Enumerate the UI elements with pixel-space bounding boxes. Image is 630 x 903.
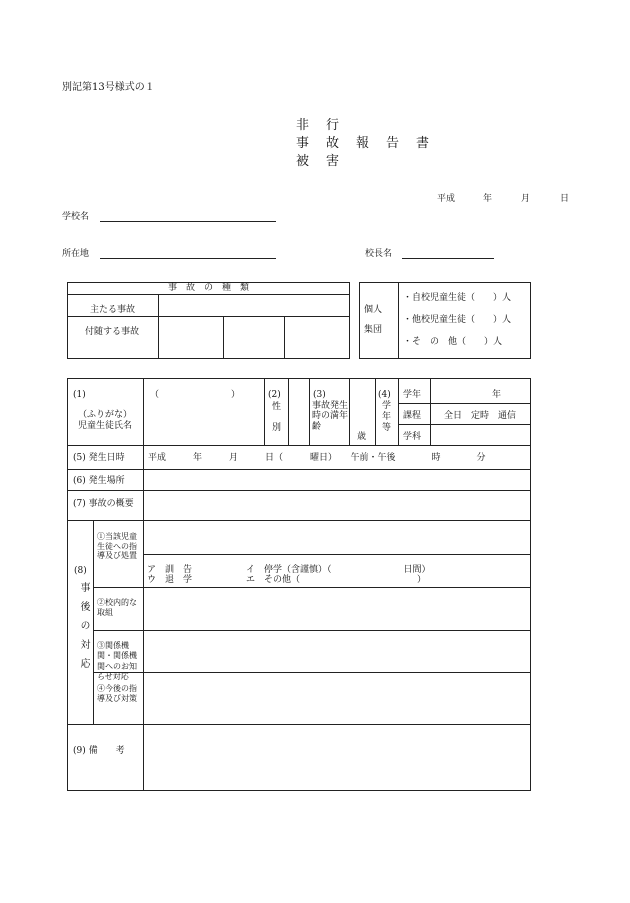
main-accident-field[interactable] xyxy=(159,295,348,316)
address-label: 所在地 xyxy=(62,249,90,259)
age-label: 事故発生時の満年齢 xyxy=(312,401,349,432)
group-label: 集団 xyxy=(364,325,383,335)
summary-field[interactable] xyxy=(145,492,529,519)
student-name-field[interactable] xyxy=(145,402,263,444)
school-name-label: 学校名 xyxy=(62,212,90,222)
response-item2-field[interactable] xyxy=(145,589,529,629)
title-main: 事 故 報 告 書 xyxy=(296,136,432,151)
date-era: 平成 xyxy=(437,194,456,204)
date-day: 日 xyxy=(560,194,570,204)
age-unit: 歳 xyxy=(357,432,367,442)
date-month: 月 xyxy=(521,194,531,204)
gender-num: (2) xyxy=(268,390,281,400)
response-options-line2: ウ 退 学 エ その他（ ） xyxy=(147,575,427,585)
response-item1-field[interactable] xyxy=(145,522,529,553)
name-paren: （ ） xyxy=(150,390,241,400)
main-accident-label: 主たる事故 xyxy=(90,305,136,315)
response-options-line1: ア 訓 告 イ 停学（含謹慎）（ 日間） xyxy=(147,565,431,575)
student-num: (1) xyxy=(73,390,86,400)
gender-label-a: 性 xyxy=(272,402,282,412)
furigana-label: （ふりがな） xyxy=(78,410,133,420)
individual-label: 個人 xyxy=(364,305,383,315)
datetime-label: (5) 発生日時 xyxy=(73,453,125,463)
gender-label-b: 別 xyxy=(272,423,282,433)
own-students: ・自校児童生徒（ ）人 xyxy=(403,293,512,303)
title-bottom: 被 害 xyxy=(296,154,342,169)
remarks-label: (9) 備 考 xyxy=(73,746,125,756)
incidental-accident-label: 付随する事故 xyxy=(85,327,140,337)
response-item2-label: ②校内的な取組 xyxy=(97,598,137,618)
place-label: (6) 発生場所 xyxy=(73,476,125,486)
response-item4-field[interactable] xyxy=(145,674,529,723)
place-field[interactable] xyxy=(145,471,529,489)
others: ・そ の 他（ ）人 xyxy=(403,337,503,347)
grade-label: 学年等 xyxy=(382,401,392,433)
school-name-field[interactable] xyxy=(100,221,276,222)
dept-row-label: 学科 xyxy=(403,432,422,442)
response-item3-field[interactable] xyxy=(145,632,529,671)
course-row-label: 課程 xyxy=(403,411,422,421)
principal-field[interactable] xyxy=(402,258,494,259)
datetime-value: 平成 年 月 日（ 曜日） 午前・午後 時 分 xyxy=(148,453,486,463)
student-name-label: 児童生徒氏名 xyxy=(78,421,133,431)
other-students: ・他校児童生徒（ ）人 xyxy=(403,315,512,325)
age-num: (3) xyxy=(313,390,326,400)
response-num: (8) xyxy=(74,566,87,576)
accident-type-heading: 事 故 の 種 類 xyxy=(167,283,249,293)
principal-label: 校長名 xyxy=(365,249,393,259)
grade-num: (4) xyxy=(378,390,391,400)
address-field[interactable] xyxy=(100,258,276,259)
remarks-field[interactable] xyxy=(145,726,529,789)
response-vertical-label: 事後の対応 xyxy=(78,582,89,677)
response-item1-label: ①当該児童生徒への指導及び処置 xyxy=(97,532,137,561)
response-item3-label: ③関係機関・関係機関へのお知らせ対応 xyxy=(97,641,137,682)
grade-unit: 年 xyxy=(492,390,502,400)
course-options: 全日 定時 通信 xyxy=(444,411,517,421)
grade-row-label: 学年 xyxy=(403,390,422,400)
form-id: 別記第13号様式の１ xyxy=(62,82,155,93)
response-item4-label: ④今後の指導及び対策 xyxy=(97,684,137,704)
date-year: 年 xyxy=(483,194,493,204)
title-top: 非 行 xyxy=(296,118,342,133)
summary-label: (7) 事故の概要 xyxy=(73,499,134,509)
